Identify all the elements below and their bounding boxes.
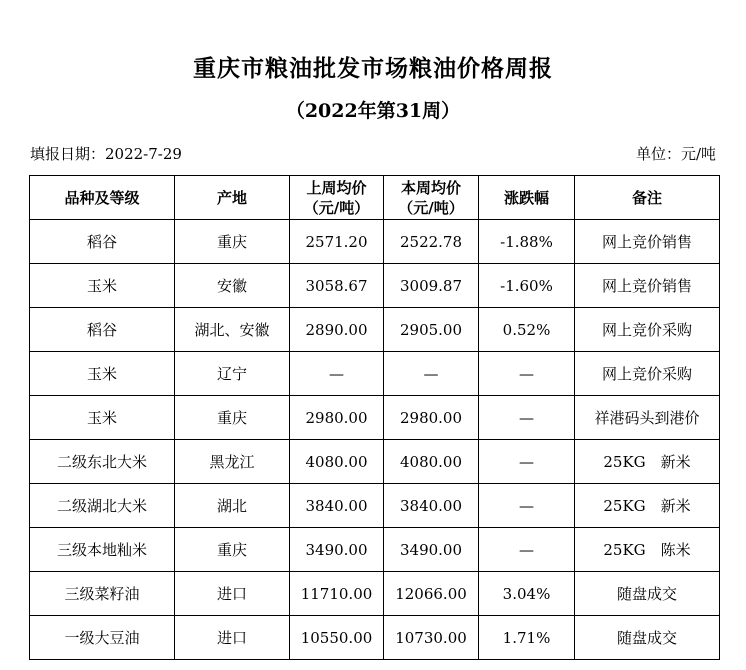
cell-variety: 三级本地籼米 <box>30 528 175 572</box>
cell-variety: 三级菜籽油 <box>30 572 175 616</box>
column-header: 上周均价 （元/吨） <box>290 176 384 220</box>
table-body <box>30 220 720 660</box>
report-title: 重庆市粮油批发市场粮油价格周报 <box>193 55 553 82</box>
cell-last-week-price: 2571.20 <box>290 220 384 264</box>
cell-change: 0.52% <box>479 308 575 352</box>
cell-variety: 二级东北大米 <box>30 440 175 484</box>
cell-origin: 辽宁 <box>175 352 290 396</box>
cell-note: 25KG 新米 <box>575 440 720 484</box>
table-row <box>30 264 720 308</box>
table-row <box>30 308 720 352</box>
cell-change: — <box>479 440 575 484</box>
cell-origin: 湖北、安徽 <box>175 308 290 352</box>
cell-variety: 稻谷 <box>30 308 175 352</box>
cell-this-week-price: 2522.78 <box>384 220 479 264</box>
table-row <box>30 440 720 484</box>
cell-origin: 进口 <box>175 572 290 616</box>
unit-label: 单位：元/吨 <box>635 145 716 163</box>
column-header: 本周均价 （元/吨） <box>384 176 479 220</box>
column-header: 涨跌幅 <box>479 176 575 220</box>
cell-origin: 重庆 <box>175 220 290 264</box>
report-subtitle: （2022年第31周） <box>285 100 461 122</box>
cell-note: 网上竞价采购 <box>575 308 720 352</box>
cell-this-week-price: — <box>384 352 479 396</box>
cell-this-week-price: 3490.00 <box>384 528 479 572</box>
table-row <box>30 528 720 572</box>
price-table <box>29 175 720 660</box>
cell-last-week-price: 4080.00 <box>290 440 384 484</box>
table-row <box>30 220 720 264</box>
cell-change: 1.71% <box>479 616 575 660</box>
cell-variety: 稻谷 <box>30 220 175 264</box>
cell-note: 25KG 新米 <box>575 484 720 528</box>
cell-this-week-price: 4080.00 <box>384 440 479 484</box>
cell-this-week-price: 12066.00 <box>384 572 479 616</box>
cell-last-week-price: — <box>290 352 384 396</box>
column-header: 备注 <box>575 176 720 220</box>
cell-last-week-price: 11710.00 <box>290 572 384 616</box>
cell-origin: 进口 <box>175 616 290 660</box>
cell-note: 随盘成交 <box>575 616 720 660</box>
report-date: 填报日期：2022-7-29 <box>30 145 182 163</box>
table-row <box>30 484 720 528</box>
cell-change: — <box>479 528 575 572</box>
cell-change: — <box>479 352 575 396</box>
cell-change: -1.88% <box>479 220 575 264</box>
cell-last-week-price: 2980.00 <box>290 396 384 440</box>
cell-variety: 玉米 <box>30 352 175 396</box>
cell-origin: 重庆 <box>175 528 290 572</box>
cell-last-week-price: 3058.67 <box>290 264 384 308</box>
cell-note: 网上竞价销售 <box>575 264 720 308</box>
cell-note: 网上竞价销售 <box>575 220 720 264</box>
table-row <box>30 396 720 440</box>
cell-origin: 湖北 <box>175 484 290 528</box>
column-header: 产地 <box>175 176 290 220</box>
cell-last-week-price: 10550.00 <box>290 616 384 660</box>
cell-this-week-price: 3840.00 <box>384 484 479 528</box>
cell-note: 随盘成交 <box>575 572 720 616</box>
cell-note: 祥港码头到港价 <box>575 396 720 440</box>
cell-this-week-price: 2980.00 <box>384 396 479 440</box>
column-header: 品种及等级 <box>30 176 175 220</box>
table-header-row <box>30 176 720 220</box>
cell-origin: 黑龙江 <box>175 440 290 484</box>
cell-change: — <box>479 396 575 440</box>
cell-variety: 一级大豆油 <box>30 616 175 660</box>
cell-change: 3.04% <box>479 572 575 616</box>
cell-note: 25KG 陈米 <box>575 528 720 572</box>
table-row <box>30 352 720 396</box>
cell-note: 网上竞价采购 <box>575 352 720 396</box>
cell-variety: 二级湖北大米 <box>30 484 175 528</box>
cell-this-week-price: 3009.87 <box>384 264 479 308</box>
cell-origin: 安徽 <box>175 264 290 308</box>
cell-change: -1.60% <box>479 264 575 308</box>
cell-this-week-price: 10730.00 <box>384 616 479 660</box>
cell-last-week-price: 3840.00 <box>290 484 384 528</box>
table-row <box>30 572 720 616</box>
cell-this-week-price: 2905.00 <box>384 308 479 352</box>
cell-variety: 玉米 <box>30 264 175 308</box>
cell-variety: 玉米 <box>30 396 175 440</box>
cell-last-week-price: 2890.00 <box>290 308 384 352</box>
table-row <box>30 616 720 660</box>
cell-change: — <box>479 484 575 528</box>
cell-origin: 重庆 <box>175 396 290 440</box>
cell-last-week-price: 3490.00 <box>290 528 384 572</box>
